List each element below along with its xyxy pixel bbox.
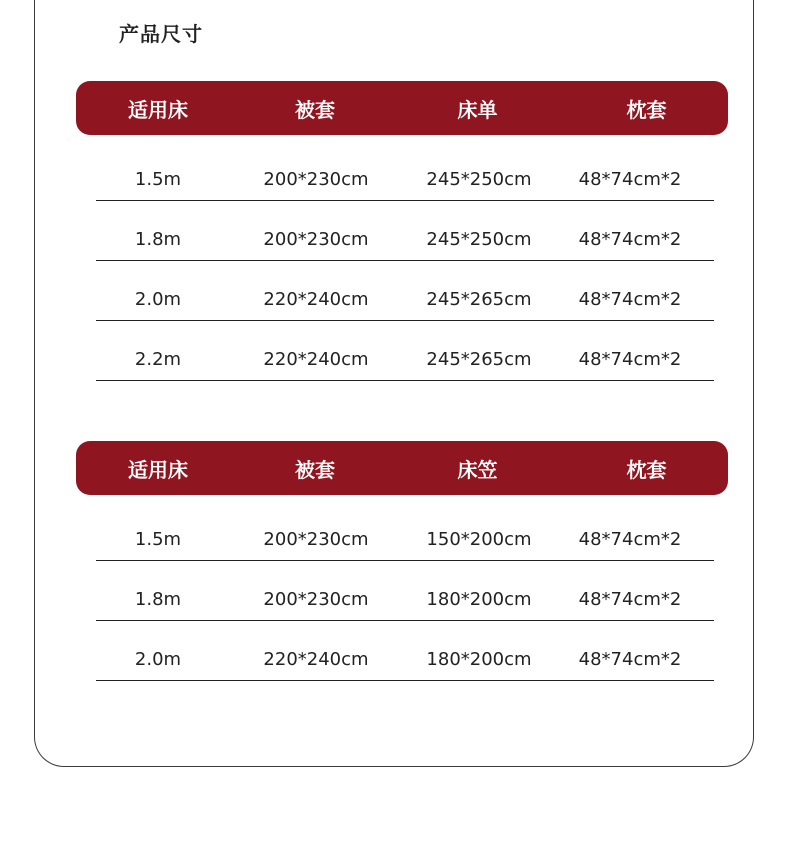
- cell-duvet-cover: 200*230cm: [263, 229, 369, 250]
- cell-duvet-cover: 220*240cm: [263, 349, 369, 370]
- cell-pillowcase: 48*74cm*2: [578, 169, 682, 190]
- cell-duvet-cover: 220*240cm: [263, 289, 369, 310]
- table-row: [96, 501, 714, 561]
- cell-flat-sheet: 245*250cm: [426, 169, 532, 190]
- cell-bed-size: 2.2m: [134, 349, 182, 370]
- cell-duvet-cover: 200*230cm: [263, 589, 369, 610]
- table-row: [96, 321, 714, 381]
- cell-bed-size: 2.0m: [134, 289, 182, 310]
- table-header: [76, 441, 728, 495]
- section-title: 产品尺寸: [119, 22, 203, 46]
- cell-duvet-cover: 200*230cm: [263, 529, 369, 550]
- header-duvet-cover: 被套: [295, 457, 335, 482]
- cell-bed-size: 1.8m: [134, 229, 182, 250]
- cell-pillowcase: 48*74cm*2: [578, 229, 682, 250]
- header-bed-size: 适用床: [128, 97, 188, 122]
- header-pillowcase: 枕套: [626, 457, 667, 482]
- cell-duvet-cover: 220*240cm: [263, 649, 369, 670]
- cell-fitted-sheet: 180*200cm: [426, 649, 532, 670]
- cell-bed-size: 1.8m: [134, 589, 182, 610]
- size-table-fitted-sheet: [76, 441, 728, 681]
- cell-flat-sheet: 245*250cm: [426, 229, 532, 250]
- cell-fitted-sheet: 180*200cm: [426, 589, 532, 610]
- table-row: [96, 561, 714, 621]
- header-flat-sheet: 床单: [457, 97, 498, 122]
- cell-duvet-cover: 200*230cm: [263, 169, 369, 190]
- table-row: [96, 621, 714, 681]
- cell-pillowcase: 48*74cm*2: [578, 529, 682, 550]
- table-row: [96, 141, 714, 201]
- size-table-flat-sheet: [76, 81, 728, 381]
- cell-bed-size: 1.5m: [134, 529, 182, 550]
- header-pillowcase: 枕套: [626, 97, 667, 122]
- table-header: [76, 81, 728, 135]
- table-row: [96, 261, 714, 321]
- cell-bed-size: 2.0m: [134, 649, 182, 670]
- cell-fitted-sheet: 150*200cm: [426, 529, 532, 550]
- cell-flat-sheet: 245*265cm: [426, 289, 532, 310]
- cell-flat-sheet: 245*265cm: [426, 349, 532, 370]
- cell-pillowcase: 48*74cm*2: [578, 649, 682, 670]
- cell-pillowcase: 48*74cm*2: [578, 589, 682, 610]
- cell-pillowcase: 48*74cm*2: [578, 349, 682, 370]
- header-fitted-sheet: 床笠: [457, 457, 498, 482]
- header-bed-size: 适用床: [128, 457, 188, 482]
- cell-pillowcase: 48*74cm*2: [578, 289, 682, 310]
- header-duvet-cover: 被套: [295, 97, 335, 122]
- table-row: [96, 201, 714, 261]
- cell-bed-size: 1.5m: [134, 169, 182, 190]
